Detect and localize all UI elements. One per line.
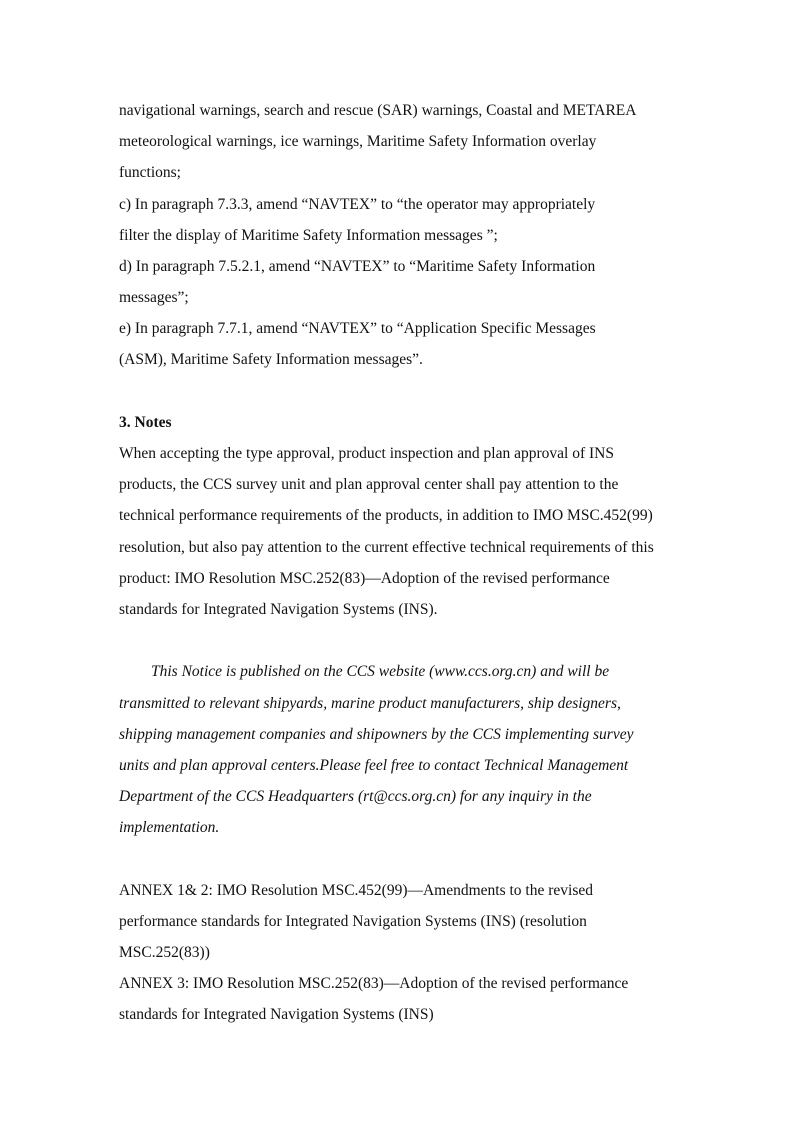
- annex-line-5: standards for Integrated Navigation Systems (INS): [119, 1006, 434, 1023]
- notes-line-6: standards for Integrated Navigation Systems (INS).: [119, 601, 438, 618]
- amendment-line-3: functions;: [119, 164, 181, 181]
- notes-line-4: resolution, but also pay attention to the current effective technical requirements of this: [119, 539, 654, 556]
- notice-line-6: implementation.: [119, 819, 220, 836]
- notice-line-2: transmitted to relevant shipyards, marine product manufacturers, ship designers,: [119, 695, 621, 712]
- annex-line-2: performance standards for Integrated Navigation Systems (INS) (resolution: [119, 913, 587, 930]
- amendment-line-9: (ASM), Maritime Safety Information messages”.: [119, 351, 423, 368]
- amendment-line-7: messages”;: [119, 289, 189, 306]
- annex-line-3: MSC.252(83)): [119, 944, 210, 961]
- amendment-line-8: e) In paragraph 7.7.1, amend “NAVTEX” to “Application Specific Messages: [119, 320, 596, 337]
- amendment-line-2: meteorological warnings, ice warnings, Maritime Safety Information overlay: [119, 133, 597, 150]
- annex-line-1: ANNEX 1& 2: IMO Resolution MSC.452(99)—Amendments to the revised: [119, 882, 594, 899]
- notice-line-1: This Notice is published on the CCS website (www.ccs.org.cn) and will be: [151, 663, 610, 680]
- notes-line-2: products, the CCS survey unit and plan approval center shall pay attention to the: [119, 476, 619, 493]
- notes-heading: 3. Notes: [119, 414, 172, 431]
- notes-line-3: technical performance requirements of the products, in addition to IMO MSC.452(99): [119, 507, 653, 524]
- notice-line-5: Department of the CCS Headquarters (rt@ccs.org.cn) for any inquiry in the: [119, 788, 592, 805]
- notice-line-3: shipping management companies and shipowners by the CCS implementing survey: [119, 726, 634, 743]
- amendment-line-5: filter the display of Maritime Safety Information messages ”;: [119, 227, 498, 244]
- notes-line-1: When accepting the type approval, product inspection and plan approval of INS: [119, 445, 614, 462]
- amendment-line-1: navigational warnings, search and rescue (SAR) warnings, Coastal and METAREA: [119, 102, 637, 119]
- amendment-line-6: d) In paragraph 7.5.2.1, amend “NAVTEX” to “Maritime Safety Information: [119, 258, 596, 275]
- annex-line-4: ANNEX 3: IMO Resolution MSC.252(83)—Adoption of the revised performance: [119, 975, 629, 992]
- amendment-line-4: c) In paragraph 7.3.3, amend “NAVTEX” to “the operator may appropriately: [119, 196, 596, 213]
- notice-line-4: units and plan approval centers.Please feel free to contact Technical Management: [119, 757, 629, 774]
- notes-line-5: product: IMO Resolution MSC.252(83)—Adoption of the revised performance: [119, 570, 610, 587]
